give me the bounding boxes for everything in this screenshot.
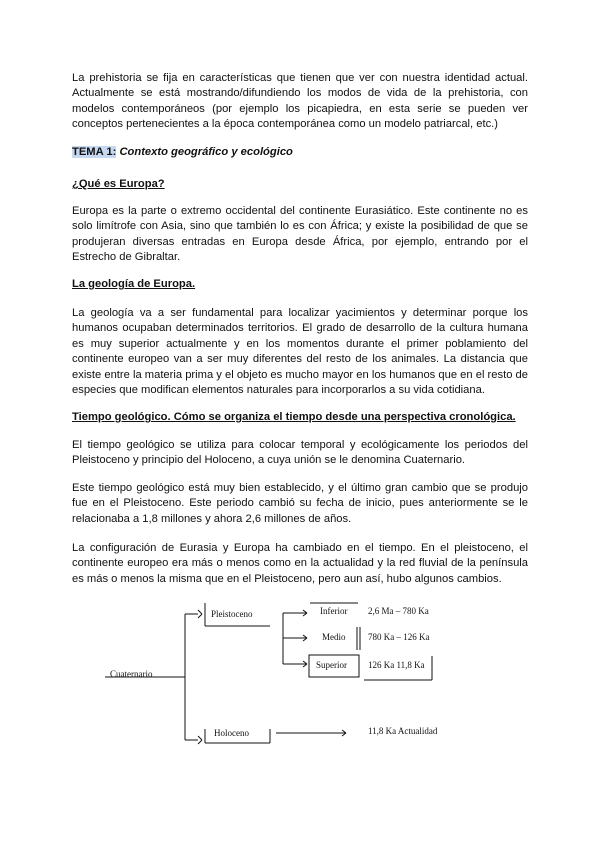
diagram-inferior-label: Inferior — [320, 606, 348, 616]
diagram-root-label: Cuaternario — [110, 669, 153, 679]
diagram-superior-range: 126 Ka 11,8 Ka — [368, 660, 425, 670]
heading-tiempo: Tiempo geológico. Cómo se organiza el tiempo desde una perspectiva cronológica. — [72, 411, 516, 423]
diagram-holoceno-label: Holoceno — [214, 728, 249, 738]
tema-label: TEMA 1: — [72, 146, 117, 158]
geologia-paragraph: La geología va a ser fundamental para localizar yacimientos y determinar porque los humanos ocupaban determinados territorios. El grado de desarrollo de la cultura humana es muy superior actualmente y en los momentos durante el primer poblamiento del continente europeo van a ser muy diferentes del resto de los animales. La distancia que existe entre la materia prima y el objeto es mucho mayor en los humanos que en el resto de especies que modifican elementos naturales para incorporarlos a su vida cotidiana. — [72, 307, 528, 397]
diagram-superior-label: Superior — [316, 660, 347, 670]
diagram-pleistoceno-label: Pleistoceno — [211, 609, 253, 619]
diagram-medio-label: Medio — [322, 632, 346, 642]
heading-europa: ¿Qué es Europa? — [72, 178, 165, 190]
tiempo-paragraph-3: La configuración de Eurasia y Europa ha cambiado en el tiempo. En el pleistoceno, el continente europeo era más o menos como en la actualidad y la red fluvial de la península es más o menos la misma que en el Pleistoceno, pero aun así, hubo algunos cambios. — [72, 542, 528, 585]
europa-paragraph: Europa es la parte o extremo occidental del continente Eurasiático. Este continente no es solo limítrofe con Asia, sino que también lo es con África; y existe la posibilidad de que se produjeran diversas entradas en Europa desde África, por ejemplo, entrando por el Estrecho de Gibraltar. — [72, 205, 528, 264]
heading-geologia: La geología de Europa. — [72, 278, 196, 290]
tiempo-paragraph-2: Este tiempo geológico está muy bien establecido, y el último gran cambio que se produjo fue en el Pleistoceno. Este periodo cambió su fecha de inicio, pues anteriormente se le relacionaba a 1,8 millones y ahora 2,6 millones de años. — [72, 482, 528, 525]
diagram-medio-range: 780 Ka – 126 Ka — [368, 632, 430, 642]
tema-title: Contexto geográfico y ecológico — [119, 146, 293, 158]
tiempo-paragraph-1: El tiempo geológico se utiliza para colocar temporal y ecológicamente los periodos del Pleistoceno y principio del Holoceno, a cuya unión se le denomina Cuaternario. — [72, 439, 528, 467]
intro-paragraph: La prehistoria se fija en características que tienen que ver con nuestra identidad actual. Actualmente se está mostrando/difundiendo los modos de vida de la prehistoria, con modelos contemporáneos (por ejemplo los picapiedra, en esta serie se pueden ver conceptos pertenecientes a la época contemporánea como un modelo patriarcal, etc.) — [72, 72, 528, 131]
diagram-inferior-range: 2,6 Ma – 780 Ka — [368, 606, 429, 616]
diagram-holoceno-range: 11,8 Ka Actualidad — [368, 726, 438, 736]
